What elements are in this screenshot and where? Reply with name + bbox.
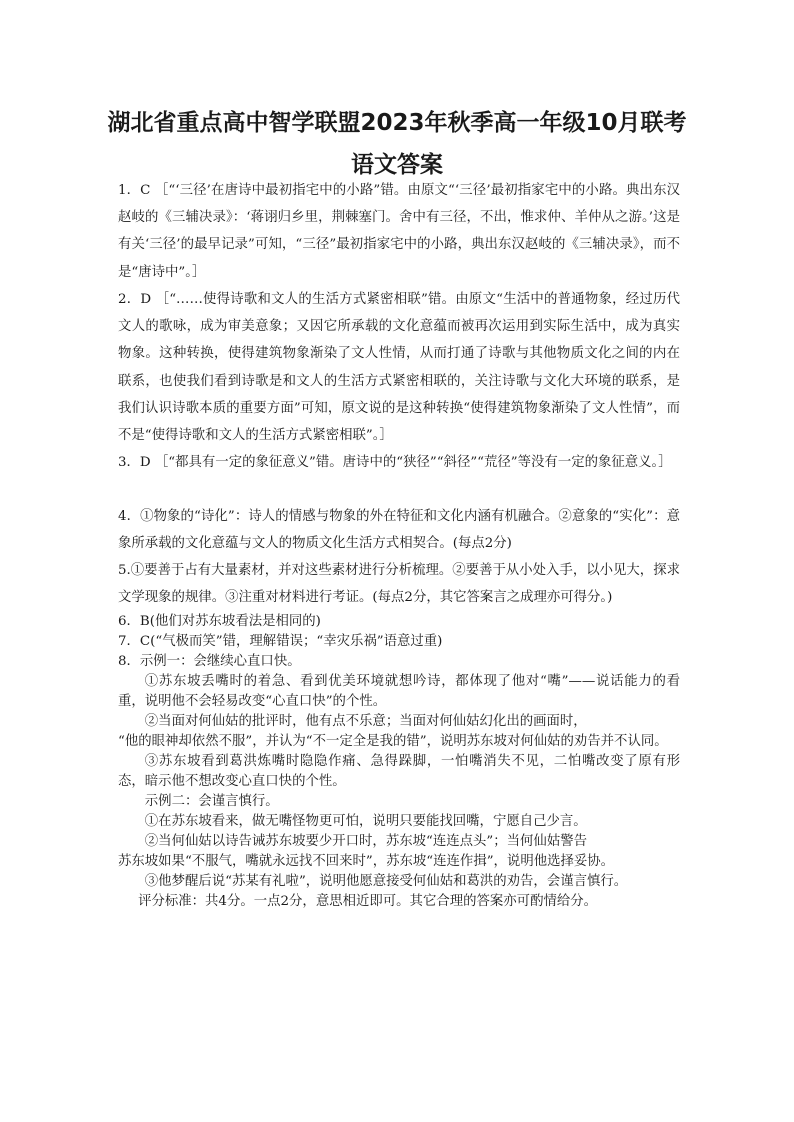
- answer-q8-example2-point3: ③他梦醒后说“苏某有礼啦”，说明他愿意接受何仙姑和葛洪的劝告，会谨言慎行。: [144, 874, 628, 889]
- answer-q7: 7．C(“气极而笑”错，理解错误；“幸灾乐祸”语意过重): [118, 634, 443, 649]
- answer-q8-example1-point3: ③苏东坡看到葛洪炼嘴时隐隐作痛、急得跺脚，一怕嘴消失不见，二怕嘴改变了原有形态，暗示他不想改变心直口快的个性。: [118, 754, 680, 789]
- answer-q8-example1-point2a: ②当面对何仙姑的批评时，他有点不乐意；当面对何仙姑幻化出的画面时，: [144, 714, 587, 729]
- answer-q6: 6．B(他们对苏东坡看法是相同的): [118, 614, 321, 629]
- answer-q1: 1．C ［“‘三径’在唐诗中最初指宅中的小路”错。由原文“‘三径’最初指家宅中的小路。典出东汉赵岐的《三辅决录》：‘蒋诩归乡里，荆棘塞门。舍中有三径，不出，惟求仲、羊仲从之游。’这是有关‘三径’的最早记录”可知，“三径”最初指家宅中的小路，典出东汉赵岐的《三辅决录》，而不是“唐诗中”。］: [118, 183, 680, 280]
- answer-q4: 4．①物象的“诗化”：诗人的情感与物象的外在特征和文化内涵有机融合。②意象的“实化”：意象所承载的文化意蕴与文人的物质文化生活方式相契合。(每点2分): [118, 509, 680, 552]
- page-subtitle: 语文答案: [351, 152, 443, 178]
- answer-q8-scoring: 评分标准：共4分。一点2分，意思相近即可。其它合理的答案亦可酌情给分。: [138, 894, 598, 909]
- answer-q8-example1-point1: ①苏东坡丢嘴时的着急、看到优美环境就想吟诗，都体现了他对“嘴”——说话能力的看重，说明他不会轻易改变“心直口快”的个性。: [118, 674, 680, 709]
- answer-q8-example2-point2a: ②当何仙姑以诗告诫苏东坡要少开口时，苏东坡“连连点头”；当何仙姑警告: [144, 834, 587, 849]
- answer-q8-example2-point1: ①在苏东坡看来，做无嘴怪物更可怕，说明只要能找回嘴，宁愿自己少言。: [144, 814, 587, 829]
- answer-q8-heading: 8．示例一：会继续心直口快。: [118, 654, 301, 669]
- answer-q6-q8: [118, 612, 680, 912]
- answer-q8-example2-point2b: 苏东坡如果“不服气，嘴就永远找不回来时”，苏东坡“连连作揖”，说明他选择妥协。: [118, 854, 615, 869]
- answer-q8-example1-point2b: “他的眼神却依然不服”，并认为“不一定全是我的错”，说明苏东坡对何仙姑的劝告并不认同。: [118, 734, 668, 749]
- answer-q2: 2．D ［“……使得诗歌和文人的生活方式紧密相联”错。由原文“生活中的普通物象，经过历代文人的歌咏，成为审美意象；又因它所承载的文化意蕴而被再次运用到实际生活中，成为真实物象。这种转换，使得建筑物象渐染了文人性情，从而打通了诗歌与其他物质文化之间的内在联系，也使我们看到诗歌是和文人的生活方式紧密相联的，关注诗歌与文化大环境的联系，是我们认识诗歌本质的重要方面”可知，原文说的是这种转换“使得建筑物象渐染了文人性情”，而不是“使得诗歌和文人的生活方式紧密相联”。］: [118, 292, 680, 444]
- answer-q5: 5.①要善于占有大量素材，并对这些素材进行分析梳理。②要善于从小处入手，以小见大，探求文学现象的规律。③注重对材料进行考证。(每点2分，其它答案言之成理亦可得分。): [118, 563, 680, 606]
- answer-q8-example2-heading: 示例二：会谨言慎行。: [144, 794, 279, 809]
- page-title: 湖北省重点高中智学联盟2023年秋季高一年级10月联考: [107, 110, 687, 136]
- answer-q3: 3．D ［“都具有一定的象征意义”错。唐诗中的“狭径”“斜径”“荒径”等没有一定的象征意义。］: [118, 455, 672, 470]
